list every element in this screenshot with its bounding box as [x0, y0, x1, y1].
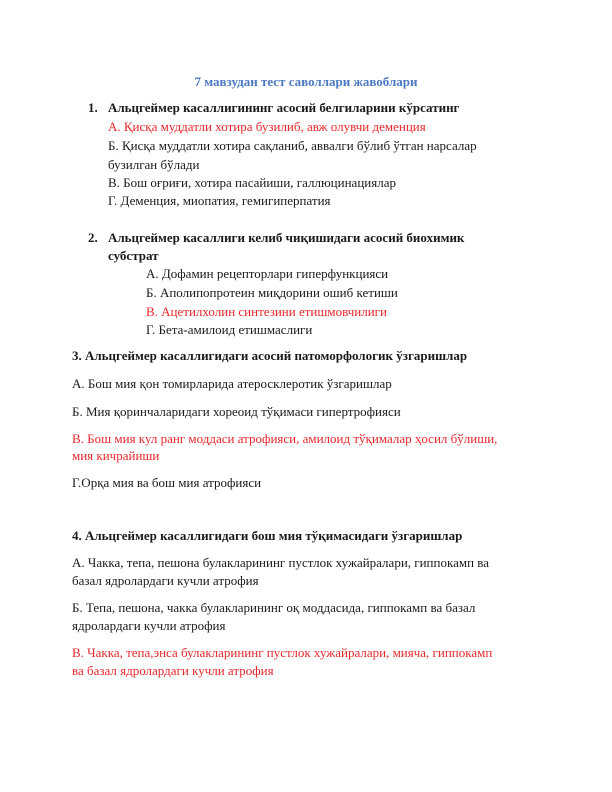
q3-option-c-line2: мия кичрайиши — [72, 448, 160, 463]
q2-option-d: Г. Бета-амилоид етишмаслиги — [146, 322, 313, 337]
q1-option-c: В. Бош оғриғи, хотира пасайиши, галлюцинациялар — [108, 175, 396, 190]
q4-option-c-line2: ва базал ядролардаги кучли атрофия — [72, 663, 274, 678]
q1-option-a: А. Қисқа муддатли хотира бузилиб, авж олувчи деменция — [108, 119, 426, 134]
q3-question: 3. Альцгеймер касаллигидаги асосий патоморфологик ўзгаришлар — [72, 348, 468, 363]
q4-option-a-line2: базал ядролардаги кучли атрофия — [72, 573, 259, 588]
q2-question-line1: Альцгеймер касаллиги келиб чиқишидаги асосий биохимик — [108, 230, 465, 245]
q1-number: 1. — [88, 100, 98, 115]
q2-option-a: А. Дофамин рецепторлари гиперфункцияси — [146, 266, 389, 281]
q4-option-c-line1: В. Чакка, тепа,энса булакларининг пустлок хужайралари, мияча, гиппокамп — [72, 645, 493, 660]
q2-question-line2: субстрат — [108, 248, 159, 263]
q3-option-d: Г.Орқа мия ва бош мия атрофияси — [72, 475, 262, 490]
q4-option-b-line1: Б. Тепа, пешона, чакка булакларининг оқ моддасида, гиппокамп ва базал — [72, 600, 476, 615]
q3-option-c-line1: В. Бош мия кул ранг моддаси атрофияси, амилоид тўқималар ҳосил бўлиши, — [72, 431, 498, 446]
q3-option-a: А. Бош мия қон томирларида атеросклеротик ўзгаришлар — [72, 376, 392, 391]
q2-option-c: В. Ацетилхолин синтезини етишмовчилиги — [146, 304, 387, 319]
q1-option-b-line1: Б. Қисқа муддатли хотира сақланиб, аввалги бўлиб ўтган нарсалар — [108, 138, 477, 153]
q2-number: 2. — [88, 230, 98, 245]
q1-option-b-line2: бузилган бўлади — [108, 157, 200, 172]
q4-option-a-line1: А. Чакка, тепа, пешона булакларининг пустлок хужайралари, гиппокамп ва — [72, 555, 490, 570]
q1-option-d: Г. Деменция, миопатия, гемигиперпатия — [108, 193, 331, 208]
q4-question: 4. Альцгеймер касаллигидаги бош мия тўқимасидаги ўзгаришлар — [72, 528, 463, 543]
page-title: 7 мавзудан тест саволлари жавоблари — [194, 74, 418, 89]
q2-option-b: Б. Аполипопротеин миқдорини ошиб кетиши — [146, 285, 398, 300]
q4-option-b-line2: ядролардаги кучли атрофия — [72, 618, 226, 633]
q3-option-b: Б. Мия қоринчаларидаги хореоид тўқимаси гипертрофияси — [72, 404, 401, 419]
q1-question: Альцгеймер касаллигининг асосий белгиларини кўрсатинг — [108, 100, 460, 115]
